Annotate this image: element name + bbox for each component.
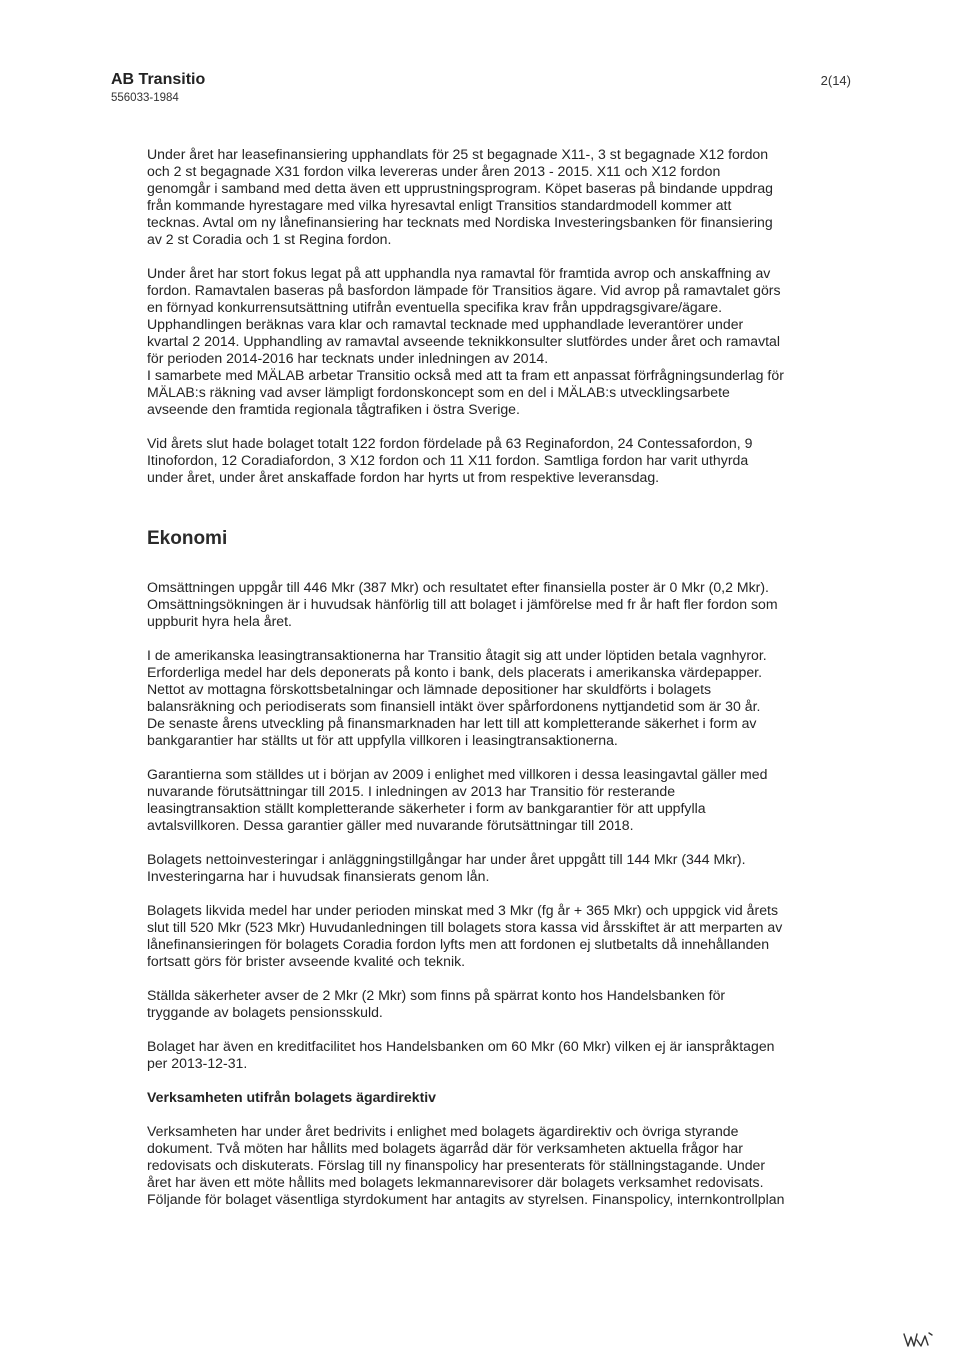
- page-header: [111, 70, 851, 106]
- paragraph-nettoinvesteringar: Bolagets nettoinvesteringar i anläggningstillgångar har under året uppgått till 144 Mkr (344 Mkr). Investeringarna har i huvudsak finansierats genom lån.: [147, 851, 746, 884]
- initials-signature: [902, 1330, 936, 1350]
- section-title-verksamhet: Verksamheten utifrån bolagets ägardirektiv: [147, 1089, 437, 1105]
- paragraph-stallda-sakerheter: Ställda säkerheter avser de 2 Mkr (2 Mkr) som finns på spärrat konto hos Handelsbanken för tryggande av bolagets pensionsskuld.: [147, 987, 726, 1020]
- paragraph-verksamhet: Verksamheten har under året bedrivits i enlighet med bolagets ägardirektiv och övriga styrande dokument. Två möten har hållits med bolagets ägarråd där för verksamheten aktuella frågor har redovisats och diskuterats. Förslag till ny finanspolicy har presenterats för ställningstagande. Under året har även ett möte hållits med bolagets lekmannarevisorer där bolagets verksamhet redovisats. Följande för bolaget väsentliga styrdokument har antagits av styrelsen. Finanspolicy, internkontrollplan: [147, 1123, 785, 1207]
- paragraph-fordon: Vid årets slut hade bolaget totalt 122 fordon fördelade på 63 Reginafordon, 24 Contessafordon, 9 Itinofordon, 12 Coradiafordon, 3 X12 fordon och 11 X11 fordon. Samtliga fordon har varit uthyrda under året, under året anskaffade fordon har hyrts ut from respektive leveransdag.: [147, 435, 753, 485]
- company-name: AB Transitio: [111, 71, 206, 88]
- section-title-ekonomi: Ekonomi: [147, 528, 228, 549]
- paragraph-ramavtal: Under året har stort fokus legat på att upphandla nya ramavtal för framtida avrop och anskaffning av fordon. Ramavtalen baseras på basfordon lämpade för Transitios ägare. Vid avrop på ramavtalet görs en förnyad konkurrensutsättning utifrån eventuella specifika krav från uppdragsgivare/ägare. Upphandlingen beräknas vara klar och ramavtal tecknade med upphandlade leverantörer under kvartal 2 2014. Upphandling av ramavtal avseende teknikkonsulter slutfördes under året och ramavtal för perioden 2014-2016 har tecknats under inledningen av 2014. I samarbete med MÄLAB arbetar Transitio också med att ta fram ett anpassat förfrågningsunderlag för MÄLAB:s räkning vad avser lämpligt fordonskoncept som en del i MÄLAB:s utvecklingsarbete avseende den framtida regionala tågtrafiken i östra Sverige.: [147, 265, 784, 417]
- paragraph-leasefinansiering: Under året har leasefinansiering upphandlats för 25 st begagnade X11-, 3 st begagnade X12 fordon och 2 st begagnade X31 fordon vilka levereras under åren 2013 - 2015. X11 och X12 fordon genomgår i samband med detta även ett upprustningsprogram. Köpet baseras på bindande uppdrag från kommande hyrestagare med vilka hyresavtal enligt Transitios standardmodell kommer att tecknas. Avtal om ny lånefinansiering har tecknats med Nordiska Investeringsbanken för finansiering av 2 st Coradia och 1 st Regina fordon.: [147, 146, 774, 247]
- org-number: 556033-1984: [111, 92, 179, 104]
- paragraph-leasingtransaktioner: I de amerikanska leasingtransaktionerna har Transitio åtagit sig att under löptiden betala vagnhyror. Erforderliga medel har dels deponerats på konto i bank, dels placerats i amerikanska värdepapper. Nettot av mottagna förskottsbetalningar och lämnade depositioner har skuldförts i bolagets balansräkning och periodiserats som finansiell intäkt över spårfordonens nyttjandetid som är 30 år. De senaste årens utveckling på finansmarknaden har lett till att kompletterande säkerhet i form av bankgarantier har ställts ut för att uppfylla villkoren i leasingtransaktionerna.: [147, 647, 767, 748]
- document-body: [147, 146, 867, 1208]
- paragraph-garantier: Garantierna som ställdes ut i början av 2009 i enlighet med villkoren i dessa leasingavtal gäller med nuvarande förutsättningar till 2015. I inledningen av 2013 har Transitio för resterande leasingtransaktion ställt kompletterande säkerheter i form av bankgarantier för att uppfylla avtalsvillkoren. Dessa garantier gäller med nuvarande förutsättningar till 2018.: [147, 766, 768, 833]
- paragraph-kreditfacilitet: Bolaget har även en kreditfacilitet hos Handelsbanken om 60 Mkr (60 Mkr) vilken ej är ianspråktagen per 2013-12-31.: [147, 1038, 775, 1071]
- paragraph-omsattning: Omsättningen uppgår till 446 Mkr (387 Mkr) och resultatet efter finansiella poster är 0 Mkr (0,2 Mkr). Omsättningsökningen är i huvudsak hänförlig till att bolaget i jämförelse med fr år haft fler fordon som uppburit hyra hela året.: [147, 579, 778, 629]
- paragraph-likvida-medel: Bolagets likvida medel har under perioden minskat med 3 Mkr (fg år + 365 Mkr) och uppgick vid årets slut till 520 Mkr (523 Mkr) Huvudanledningen till bolagets stora kassa vid årsskiftet är att merparten av lånefinansieringen för bolagets Coradia fordon lyfts men att fordonen ej slutbetalts då innehållanden fortsatt görs för brister avseende kvalité och teknik.: [147, 902, 783, 969]
- page-number: 2(14): [820, 73, 851, 88]
